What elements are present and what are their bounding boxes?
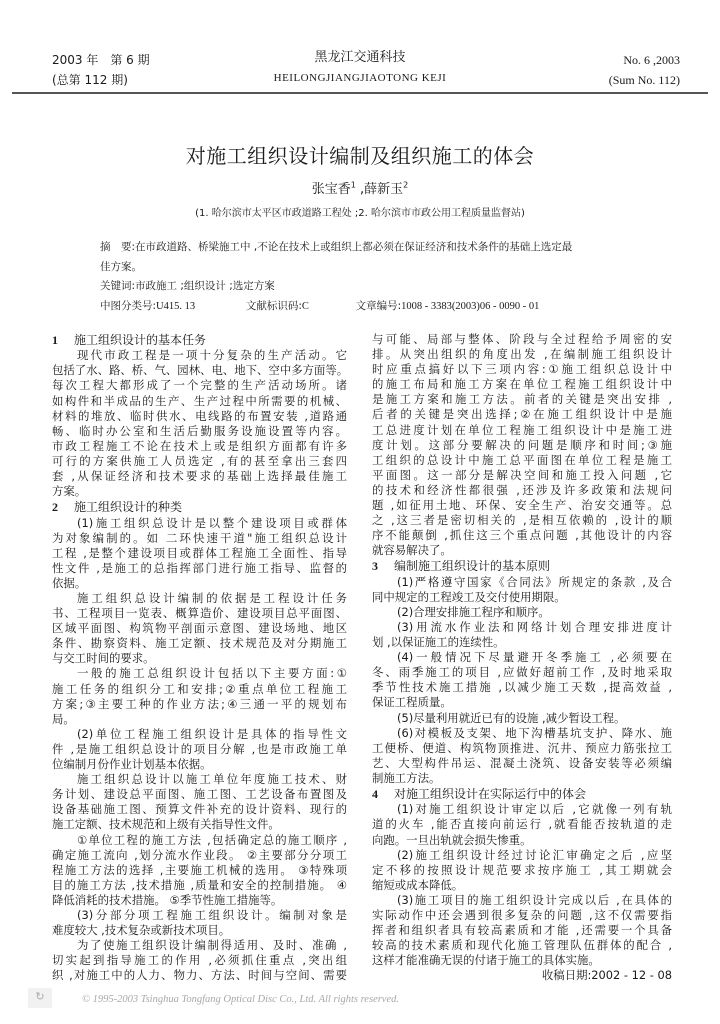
section-title: 施工组织设计的基本任务 — [74, 333, 207, 347]
section-title: 施工组织设计的种类 — [74, 500, 183, 515]
text-line: 施工任务的组织分工和安排;②重点单位工程施工 — [52, 681, 347, 696]
paragraph — [52, 666, 347, 726]
text-line: (5)尽量利用就近已有的设施 ,减少暂设工程。 — [397, 710, 626, 725]
cnki-logo — [28, 988, 52, 1008]
text-line: 就容易解决了。 — [372, 543, 452, 558]
text-line: (3)施工项目的施工组织设计完成以后 ,在具体的 — [397, 892, 672, 907]
text-line: 如构件和半成品的生产、生产过程中所需要的机械、 — [52, 393, 347, 408]
body-column-left — [52, 332, 347, 983]
text-line: 道的火车 ,能否直接向前运行 ,就看能否按轨道的走 — [372, 817, 672, 832]
text-line: 施工组织总设计编制的依据是工程设计任务 — [77, 591, 347, 605]
section-heading — [372, 558, 672, 574]
text-line: 向跑。一旦出轨就会损失惨重。 — [372, 832, 532, 847]
abstract-text: 在市政道路、桥梁施工中 ,不论在技术上或组织上都必须在保证经济和技术条件的基础上选定最 — [135, 241, 573, 253]
abstract — [100, 238, 640, 258]
abstract-label: 摘 要: — [100, 241, 136, 253]
abstract-text-continued: 佳方案。 — [100, 260, 142, 273]
paragraph — [372, 332, 672, 558]
article-number-label: 文章编号: — [355, 299, 402, 312]
copyright-notice: © 1995-2003 Tsinghua Tongfang Optical Disc Co., Ltd. All rights reserved. — [82, 994, 399, 1005]
text-line: 难度较大 ,技术复杂或新技术项目。 — [52, 923, 231, 938]
text-line: (2)合理安排施工程序和顺序。 — [397, 604, 550, 619]
section-title: 对施工组织设计在实际运行中的体会 — [394, 787, 587, 802]
text-line: 降低消耗的技术措施。 ⑤季节性施工措施等。 — [52, 892, 283, 907]
paragraph — [52, 516, 347, 591]
text-line: 程施工方法的选择 ,主要施工机械的选用。 ③特殊项 — [52, 862, 347, 877]
text-line: 设备基础施工图、预算文件补充的设计资料、现行的 — [52, 802, 347, 817]
text-line: 艺、大型构件吊运、混凝土浇筑、设备安装等必须编 — [372, 755, 672, 770]
paragraph — [52, 591, 347, 666]
section-number: 1 — [52, 333, 58, 347]
keywords-text: 市政施工 ;组织设计 ;选定方案 — [135, 280, 275, 292]
text-line: (3)分部分项工程施工组织设计。编制对象是 — [77, 907, 347, 922]
text-line: 保证工程质量。 — [372, 695, 452, 710]
text-line: 冬、雨季施工的项目 ,应做好超前工作 ,及时地采取 — [372, 665, 672, 680]
text-line: 工组织的总设计中施工总平面图在单位工程是施工 — [372, 452, 672, 467]
paragraph — [372, 575, 672, 605]
text-line: 依据。 — [52, 575, 87, 590]
section-heading — [52, 332, 347, 348]
paragraph — [372, 711, 672, 726]
issue-number-en: No. 6 ,2003 — [623, 53, 680, 67]
text-line: 方案。 — [52, 484, 87, 499]
text-line: 时应重点搞好以下三项内容:①施工组织总设计中 — [372, 362, 672, 377]
text-line: 施工组织总设计以施工单位年度施工技术、财 — [77, 772, 347, 787]
paragraph — [52, 727, 347, 772]
text-line: 定不移的按照设计规范要求按序施工 ,其工期就会 — [372, 862, 672, 877]
text-line: 市政工程施工不论在技术上或是组织方面都有许多 — [52, 438, 347, 453]
text-line: 平面图。这一部分是解决空间和施工投入问题 ,它 — [372, 467, 672, 482]
paragraph — [372, 650, 672, 710]
text-line: 材料的堆放、临时供水、电线路的布置安装 ,道路通 — [52, 408, 347, 423]
text-line: 方案;③主要工种的作业方法;④三通一平的规划布 — [52, 696, 347, 711]
author-name: 薛新玉 — [364, 182, 404, 197]
issue-number-cn: 2003 年 第 6 期 — [52, 53, 150, 67]
text-line: 工总进度计划在单位工程施工组织设计中是施工进 — [372, 422, 672, 437]
text-line: 包括了水、路、桥、气、园林、电、地下、空中多方面等。 — [52, 363, 349, 378]
received-date: 收稿日期:2002 - 12 - 08 — [541, 968, 672, 983]
paragraph — [52, 348, 347, 499]
section-heading — [52, 499, 347, 515]
text-line: 套 ,从保证经济和技术要求的基础上选择最佳施工 — [52, 469, 347, 484]
text-line: 实际动作中还会遇到很多复杂的问题 ,这不仅需要指 — [372, 907, 672, 922]
text-line: 与交工时间的要求。 — [52, 651, 155, 666]
text-line: (2)单位工程施工组织设计是具体的指导性文 — [77, 726, 347, 741]
paragraph — [372, 802, 672, 847]
text-line: 同中规定的工程竣工及交付使用期限。 — [372, 589, 566, 604]
text-line: 确定施工流向 ,划分流水作业段。 ②主要部分分项工 — [52, 847, 347, 862]
paragraph — [52, 938, 347, 983]
text-line: 施工定额、技术规范和上级有关指导性文件。 — [52, 817, 280, 832]
text-line: 工程 ,是整个建设项目或群体工程施工全面性、指导 — [52, 545, 347, 560]
authors — [0, 178, 720, 197]
text-line: 季节性技术施工措施 ,以减少施工天数 ,提高效益 , — [372, 680, 672, 695]
text-line: 每次工程大都形成了一个完整的生产活动场所。诸 — [52, 378, 347, 393]
text-line: 的施工布局和施工方案在单位工程施工组织设计中 — [372, 377, 672, 392]
text-line: (1)严格遵守国家《合同法》所规定的条款 ,及合 — [397, 574, 672, 589]
section-number: 3 — [372, 559, 378, 574]
text-line: 划 ,以保证施工的连续性。 — [372, 635, 505, 650]
author-affiliation-mark: 1 — [350, 180, 356, 190]
text-line: 制施工方法。 — [372, 770, 441, 785]
affiliations: (1. 哈尔滨市太平区市政道路工程处 ;2. 哈尔滨市市政公用工程质量监督站) — [195, 208, 525, 219]
doc-code-label: 文献标识码: — [245, 299, 302, 312]
text-line: 区域平面图、构筑物平剖面示意图、建设场地、地区 — [52, 621, 347, 636]
text-line: 的技术和经济性都很强 ,还涉及许多政策和法规问 — [372, 482, 672, 497]
text-line: 件 ,是施工组织总设计的项目分解 ,也是市政施工单 — [52, 741, 347, 756]
text-line: 务计划、建设总平面图、施工图、工艺设备布置图及 — [52, 787, 347, 802]
text-line: (1)施工组织总设计是以整个建设项目或群体 — [77, 515, 347, 530]
text-line: 性文件 ,是施工的总指挥部门进行施工指导、监督的 — [52, 560, 347, 575]
classification-row — [100, 297, 640, 317]
text-line: 一般的施工总组织设计包括以下主要方面:① — [77, 666, 347, 681]
text-line: 位编制月份作业计划基本依据。 — [52, 757, 212, 772]
article-title: 对施工组织设计编制及组织施工的体会 — [185, 144, 535, 168]
text-line: ①单位工程的施工方法 ,包括确定总的施工顺序 , — [77, 832, 347, 847]
text-line: 挥者和组织者具有较高素质和才能 ,还需要一个具备 — [372, 923, 672, 938]
text-line: 是施工方案和施工方法。前者的关键是突出安排 , — [372, 392, 672, 407]
article-number-value: 1008 - 3383(2003)06 - 0090 - 01 — [401, 300, 540, 312]
text-line: 为对象编制的。如 二环快速干道"施工组织总设计 — [52, 530, 347, 545]
text-line: 目的施工方法 ,技术措施 ,质量和安全的控制措施。 ④ — [52, 877, 347, 892]
text-line: 工便桥、便道、构筑物顶推进、沉井、预应力筋张拉工 — [372, 740, 672, 755]
author-name: 张宝香 — [311, 182, 351, 197]
paragraph — [372, 893, 672, 968]
text-line: 切实起到指导施工的作用 ,必须抓住重点 ,突出组 — [52, 953, 347, 968]
text-line: 为了使施工组织设计编制得适用、及时、准确 , — [77, 938, 347, 953]
paragraph — [52, 833, 347, 908]
section-title: 编制施工组织设计的基本原则 — [394, 559, 551, 574]
keywords — [100, 277, 640, 297]
author-separator: , — [355, 182, 365, 197]
swirl-icon: ↻ — [35, 990, 45, 1003]
text-line: 序不能颠倒 ,抓住这三个重点问题 ,其他设计的内容 — [372, 528, 672, 543]
text-line: 这样才能准确无误的付诸于施工的具体实施。 — [372, 953, 600, 968]
text-line: 与可能、局部与整体、阶段与全过程给予周密的安 — [372, 332, 672, 346]
header-divider — [12, 92, 708, 94]
body-column-right — [372, 332, 672, 983]
text-line: (4)一般情况下尽量避开冬季施工 ,必须要在 — [397, 650, 672, 665]
clc-value: U415. 13 — [156, 300, 196, 312]
text-line: 后者的关键是突出选择;②在施工组织设计中是施 — [372, 407, 672, 422]
paragraph — [372, 848, 672, 893]
text-line: (6)对模板及支架、地下沟槽基坑支护、降水、施 — [397, 725, 672, 740]
paragraph — [372, 620, 672, 650]
paragraph — [52, 772, 347, 832]
text-line: 畅、临时办公室和生活后勤服务设施设置等内容。 — [52, 423, 347, 438]
text-line: 织 ,对施工中的人力、物力、方法、时间与空间、需要 — [52, 968, 347, 983]
sum-issue-cn: (总第 112 期) — [52, 73, 128, 87]
paragraph — [52, 908, 347, 938]
text-line: 书、工程项目一览表、概算造价、建设项目总平面图、 — [52, 606, 347, 621]
text-line: 可行的方案供施工人员选定 ,有的甚至拿出三套四 — [52, 453, 347, 468]
text-line: 局。 — [52, 711, 75, 726]
journal-name-cn: 黑龙江交通科技 — [314, 50, 406, 65]
text-line: 排。从突出组织的角度出发 ,在编制施工组织设计 — [372, 347, 672, 362]
text-line: 缩短或成本降低。 — [372, 877, 464, 892]
text-line: (1)对施工组织设计审定以后 ,它就像一列有轨 — [397, 802, 672, 817]
issue-info-en — [609, 50, 680, 90]
section-heading — [372, 786, 672, 802]
doc-code-value: C — [301, 300, 309, 312]
journal-name-en: HEILONGJIANGJIAOTONG KEJI — [273, 72, 447, 84]
section-number: 4 — [372, 787, 378, 802]
text-line: 条件、勘察资料、施工定额、技术规范及对分期施工 — [52, 636, 347, 651]
sum-issue-en: (Sum No. 112) — [608, 73, 680, 87]
text-line: 现代市政工程是一项十分复杂的生产活动。它 — [77, 348, 347, 363]
keywords-label: 关键词: — [100, 280, 136, 292]
text-line: (3)用流水作业法和网络计划合理安排进度计 — [397, 619, 672, 634]
paragraph — [372, 726, 672, 786]
text-line: 度计划。这部分要解决的问题是顺序和时间;③施 — [372, 437, 672, 452]
text-line: 题 ,如征用土地、环保、安全生产、治安交通等。总 — [372, 498, 672, 513]
text-line: 较高的技术素质和现代化施工管理队伍群体的配合 , — [372, 938, 672, 953]
clc-label: 中图分类号: — [100, 299, 157, 312]
article-metadata — [100, 238, 640, 316]
author-affiliation-mark: 2 — [403, 180, 409, 190]
text-line: (2)施工组织设计经过讨论汇审确定之后 ,应坚 — [397, 847, 672, 862]
text-line: 之 ,这三者是密切相关的 ,是相互依赖的 ,设计的顺 — [372, 513, 672, 528]
paragraph — [372, 605, 672, 620]
section-number: 2 — [52, 500, 58, 515]
